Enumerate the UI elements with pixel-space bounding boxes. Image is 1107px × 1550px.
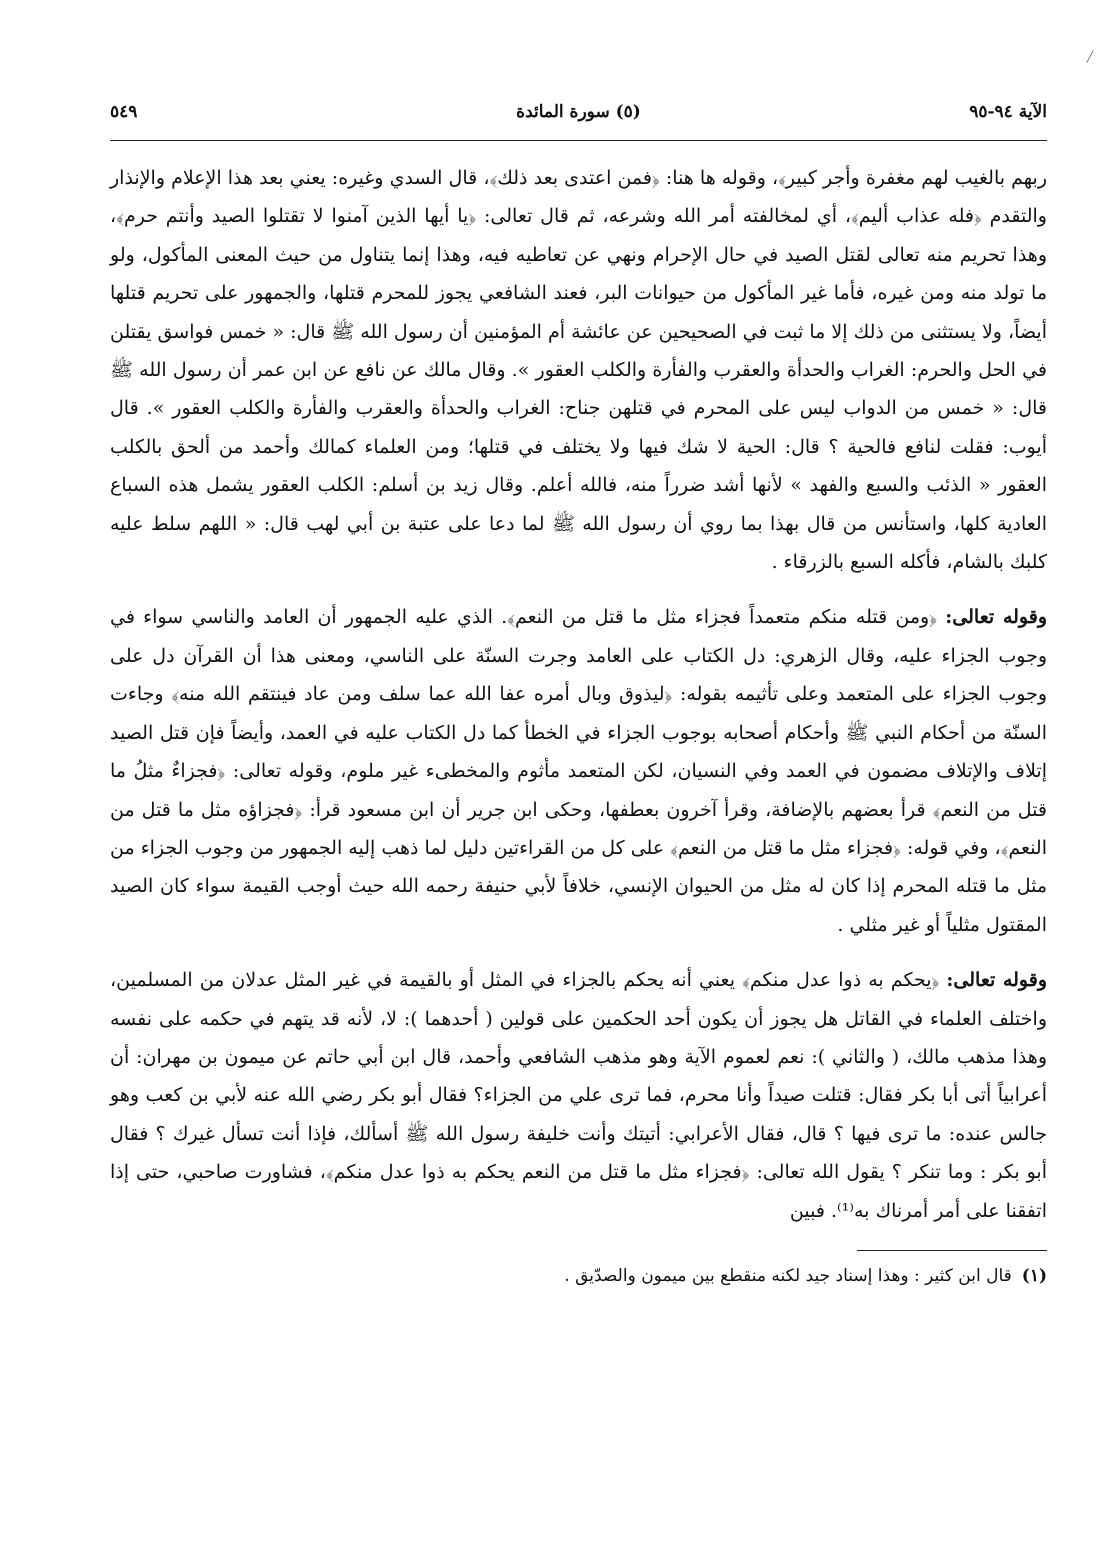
paragraph-1-text: ربهم بالغيب لهم مغفرة وأجر كبير﴾، وقوله ها هنا: ﴿فمن اعتدى بعد ذلك﴾، قال السدي وغيره: يعني بعد هذا الإعلام والإنذار والتقدم ﴿فله عذاب أليم﴾، أي لمخالفته أمر الله وشرعه، ثم قال تعالى: ﴿يا أيها الذين آمنوا لا تقتلوا الصيد وأنتم حرم﴾، وهذا تحريم منه تعالى لقتل الصيد في حال الإحرام ونهي عن تعاطيه فيه، وهذا إنما يتناول من حيث المعنى المأكول، ولو ما تولد منه ومن غيره، فأما غير المأكول من حيوانات البر، فعند الشافعي يجوز للمحرم قتلها، والجمهور على تحريم قتلها أيضاً، ولا يستثنى من ذلك إلا ما ثبت في الصحيحين عن عائشة أم المؤمنين أن رسول الله ﷺ قال: « خمس فواسق يقتلن في الحل والحرم: الغراب والحدأة والعقرب والفأرة والكلب العقور ». وقال مالك عن نافع عن ابن عمر أن رسول الله ﷺ قال: « خمس من الدواب ليس على المحرم في قتلهن جناح: الغراب والحدأة والعقرب والفأرة والكلب العقور ». قال أيوب: فقلت لنافع فالحية ؟ قال: الحية لا شك فيها ولا يختلف في قتلها؛ ومن العلماء كمالك وأحمد من ألحق بالكلب العقور « الذئب والسبع والفهد » لأنها أشد ضرراً منه، فالله أعلم. وقال زيد بن أسلم: الكلب العقور يشمل هذه السباع العادية كلها، واستأنس من قال بهذا بما روي أن رسول الله ﷺ لما دعا على عتبة بن أبي لهب قال: « اللهم سلط عليه كلبك بالشام، فأكله السبع بالزرقاء .	[110, 167, 1047, 574]
footnote	[110, 1261, 1047, 1291]
margin-pen-mark	[1086, 50, 1093, 63]
footnote-text: قال ابن كثير : وهذا إسناد جيد لكنه منقطع بين ميمون والصدّيق .	[564, 1265, 1012, 1286]
header-divider	[110, 140, 1047, 141]
page-number: ٥٤٩	[110, 102, 138, 122]
footnote-divider	[857, 1250, 1047, 1251]
book-page	[110, 96, 1047, 1291]
paragraph-2-text: ﴿ومن قتله منكم متعمداً فجزاء مثل ما قتل من النعم﴾. الذي عليه الجمهور أن العامد والناسي سواء في وجوب الجزاء عليه، وقال الزهري: دل الكتاب على العامد وجرت السنّة على الناسي، ومعنى هذا أن القرآن دل على وجوب الجزاء على المتعمد وعلى تأثيمه بقوله: ﴿ليذوق وبال أمره عفا الله عما سلف ومن عاد فينتقم الله منه﴾ وجاءت السنّة من أحكام النبي ﷺ وأحكام أصحابه بوجوب الجزاء في الخطأ كما دل الكتاب عليه في العمد، وأيضاً فإن قتل الصيد إتلاف والإتلاف مضمون في العمد وفي النسيان، لكن المتعمد مأثوم والمخطىء غير ملوم، وقوله تعالى: ﴿فجزاءٌ مثلُ ما قتل من النعم﴾ قرأ بعضهم بالإضافة، وقرأ آخرون بعطفها، وحكى ابن جرير أن ابن مسعود قرأ: ﴿فجزاؤه مثل ما قتل من النعم﴾، وفي قوله: ﴿فجزاء مثل ما قتل من النعم﴾ على كل من القراءتين دليل لما ذهب إليه الجمهور من وجوب الجزاء من مثل ما قتله المحرم إذا كان له مثل من الحيوان الإنسي، خلافاً لأبي حنيفة رحمه الله حيث أوجب القيمة سواء كان الصيد المقتول مثلياً أو غير مثلي .	[110, 606, 1047, 936]
paragraph-1	[110, 159, 1047, 581]
verse-range: الآية ٩٤-٩٥	[969, 102, 1047, 122]
page-header	[110, 96, 1047, 130]
paragraph-3	[110, 961, 1047, 1230]
footnote-marker: (١)	[1021, 1265, 1047, 1286]
paragraph-3-lead: وقوله تعالى:	[946, 969, 1048, 992]
surah-title: (٥) سورة المائدة	[516, 102, 641, 122]
main-text	[110, 159, 1047, 1230]
paragraph-2-lead: وقوله تعالى:	[945, 606, 1047, 629]
paragraph-3-text: ﴿يحكم به ذوا عدل منكم﴾ يعني أنه يحكم بالجزاء في المثل أو بالقيمة في غير المثل عدلان من المسلمين، واختلف العلماء في القاتل هل يجوز أن يكون أحد الحكمين على قولين ( أحدهما ): لا، لأنه قد يتهم في حكمه على نفسه وهذا مذهب مالك، ( والثاني ): نعم لعموم الآية وهو مذهب الشافعي وأحمد، قال ابن أبي حاتم عن ميمون بن مهران: أن أعرابياً أتى أبا بكر فقال: قتلت صيداً وأنا محرم، فما ترى علي من الجزاء؟ فقال أبو بكر رضي الله عنه لأبي بن كعب وهو جالس عنده: ما ترى فيها ؟ قال، فقال الأعرابي: أتيتك وأنت خليفة رسول الله ﷺ أسألك، فإذا أنت تسأل غيرك ؟ فقال أبو بكر : وما تنكر ؟ يقول الله تعالى: ﴿فجزاء مثل ما قتل من النعم يحكم به ذوا عدل منكم﴾، فشاورت صاحبي، حتى إذا اتفقنا على أمر أمرناك به⁽¹⁾. فبين	[110, 969, 1047, 1222]
paragraph-2	[110, 598, 1047, 944]
